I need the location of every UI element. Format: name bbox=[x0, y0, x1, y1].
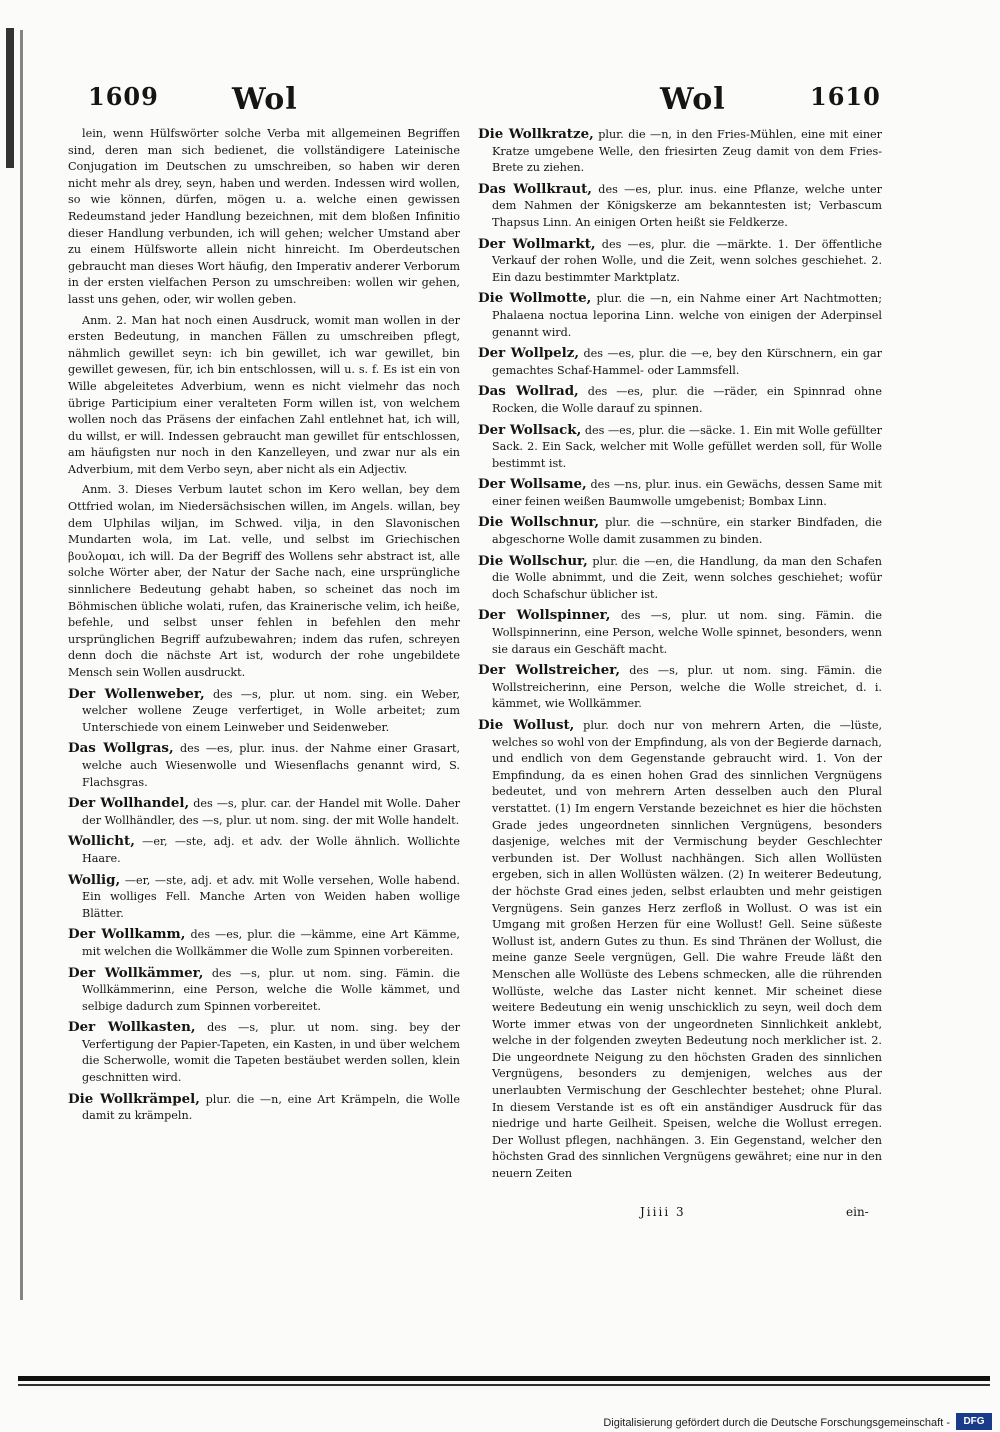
right-column bbox=[478, 126, 882, 1187]
entry-headword: Der Wollenweber, bbox=[68, 685, 205, 702]
bottom-rule bbox=[18, 1376, 990, 1381]
catchword: ein- bbox=[846, 1205, 869, 1219]
entry-headword: Die Wollkratze, bbox=[478, 126, 594, 142]
entry-headword: Der Wollpelz, bbox=[478, 345, 580, 362]
entry-text: lein, wenn Hülfswörter solche Verba mit allgemeinen Begriffen sind, deren man sich bedienet, die vollständigere Lateinische Conjugation im Deutschen zu umschreiben, so haben wir deren nicht mehr als drey, seyn, haben und werden. Indessen wird wollen, so wie können, dürfen, mögen u. a. welche einen gewissen Redeumstand jeder Handlung bezeichnen, mit dem bloßen Infinitio dieser Handlung verbunden, ich will gehen; welcher Umstand aber zu einem Hülfsworte allein nicht hinreicht. Im Oberdeutschen gebraucht man dieses Wort häufig, den Imperativ anderer Verborum in der ersten vielfachen Person zu umschreiben: wollen wir gehen, lasst uns gehen, oder, wir wollen geben. bbox=[68, 127, 460, 306]
entry-text: des —s, plur. ut nom. sing. bey der Verfertigung der Papier-Tapeten, ein Kasten, in und über welchem die Scherwolle, womit die Tapeten bestäubet werden sollen, klein geschnitten wird. bbox=[82, 1021, 460, 1085]
left-column bbox=[68, 126, 460, 1129]
dictionary-entry bbox=[478, 383, 882, 417]
dictionary-entry bbox=[478, 717, 882, 1183]
left-running-head: Wol bbox=[232, 82, 298, 117]
entry-headword: Der Wollkasten, bbox=[68, 1019, 196, 1036]
entry-text: des —s, plur. ut nom. sing. Fämin. die Wollkämmerinn, eine Person, welche die Wolle kämmet, und selbige dadurch zum Spinnen vorbereitet. bbox=[82, 966, 460, 1013]
dictionary-entry bbox=[478, 514, 882, 548]
dictionary-entry bbox=[68, 1019, 460, 1086]
entry-text: plur. die —n, eine Art Krämpeln, die Wolle damit zu krämpeln. bbox=[82, 1092, 460, 1123]
entry-headword: Wollicht, bbox=[68, 833, 135, 850]
dictionary-entry bbox=[68, 872, 460, 923]
entry-text: des —s, plur. ut nom. sing. Fämin. die Wollspinnerinn, eine Person, welche Wolle spinnet, besonders, wenn sie daraus ein Geschäft macht. bbox=[492, 609, 883, 656]
dictionary-entry bbox=[478, 236, 882, 287]
text-paragraph bbox=[68, 126, 460, 309]
dictionary-entry bbox=[478, 422, 882, 473]
entry-text: des —es, plur. inus. eine Pflanze, welche unter dem Nahmen der Königskerze am bekanntesten ist; Verbascum Thapsus Linn. An einigen Orten heißt sie Feldkerze. bbox=[492, 182, 882, 229]
entry-headword: Der Wollspinner, bbox=[478, 607, 611, 624]
dictionary-entry bbox=[478, 662, 882, 713]
left-page-number: 1609 bbox=[88, 82, 159, 111]
text-paragraph bbox=[68, 313, 460, 479]
right-page-number: 1610 bbox=[810, 82, 881, 111]
entry-text: plur. die —n, in den Fries-Mühlen, eine mit einer Kratze umgebene Welle, den friesirten Zeug damit von dem Fries-Brete zu ziehen. bbox=[492, 128, 882, 175]
entry-text: des —s, plur. ut nom. sing. Fämin. die Wollstreicherinn, eine Person, welche die Wolle streichet, d. i. kämmet, wie Wollkämmer. bbox=[492, 664, 882, 711]
entry-text: plur. die —schnüre, ein starker Bindfaden, die abgeschorne Wolle damit zusammen zu binden. bbox=[492, 516, 882, 547]
entry-headword: Der Wollsame, bbox=[478, 476, 587, 493]
scan-edge-mark bbox=[6, 28, 14, 168]
entry-headword: Die Wollkrämpel, bbox=[68, 1090, 200, 1107]
entry-text: des —es, plur. die —e, bey den Kürschnern, ein gar gemachtes Schaf-Hammel- oder Lammsfell. bbox=[492, 347, 882, 377]
entry-text: Anm. 3. Dieses Verbum lautet schon im Kero wellan, bey dem Ottfried wolan, im Niedersächsischen willen, im Angels. willan, bey dem Ulphilas wiljan, im Schwed. vilja, in den Slavonischen Mundarten wola, im Lat. velle, und selbst im Griechischen βουλομαι, ich will. Da der Begriff des Wollens sehr abstract ist, alle solche Wörter aber, der Natur der Sache nach, eine ursprüngliche sinnlichere Bedeutung gehabt haben, so scheinet das noch im Böhmischen übliche wolati, rufen, das Krainerische velim, ich heiße, befehle, und selbst unser fehlen in befehlen den mehr ursprünglichen Begriff aufzubewahren; indem das rufen, schreyen denn doch die nächste Art ist, wodurch der rohe ungebildete Mensch sein Wollen ausdruckt. bbox=[68, 483, 460, 679]
entry-headword: Die Wollmotte, bbox=[478, 290, 592, 307]
entry-text: des —s, plur. ut nom. sing. ein Weber, welcher wollene Zeuge verfertiget, in Wolle arbeitet; zum Unterschiede von einem Leinweber und Seidenweber. bbox=[82, 687, 461, 734]
entry-headword: Der Wollkamm, bbox=[68, 926, 186, 943]
entry-headword: Das Wollgras, bbox=[68, 740, 174, 757]
bottom-rule-thin bbox=[18, 1384, 990, 1386]
dictionary-entry bbox=[478, 345, 882, 379]
dictionary-entry bbox=[68, 926, 460, 960]
entry-headword: Der Wollmarkt, bbox=[478, 235, 596, 252]
dictionary-entry bbox=[68, 795, 460, 829]
entry-headword: Der Wollhandel, bbox=[68, 795, 190, 812]
dictionary-entry bbox=[478, 607, 882, 658]
dictionary-entry bbox=[68, 740, 460, 791]
dfg-logo: DFG bbox=[956, 1413, 992, 1430]
entry-text: des —s, plur. car. der Handel mit Wolle. Daher der Wollhändler, des —s, plur. ut nom. sing. der mit Wolle handelt. bbox=[82, 797, 460, 827]
entry-headword: Die Wollust, bbox=[478, 717, 575, 733]
dictionary-entry bbox=[68, 1091, 460, 1125]
dictionary-entry bbox=[478, 290, 882, 341]
entry-headword: Der Wollkämmer, bbox=[68, 964, 204, 981]
entry-text: des —es, plur. inus. der Nahme einer Grasart, welche auch Wiesenwolle und Wiesenflachs genannt wird, S. Flachsgras. bbox=[82, 742, 461, 789]
signature-mark: Jiiii 3 bbox=[640, 1205, 686, 1219]
dictionary-entry bbox=[68, 833, 460, 867]
entry-text: plur. die —n, ein Nahme einer Art Nachtmotten; Phalaena noctua leporina Linn. welche von einigen der Aderpinsel genannt wird. bbox=[492, 292, 882, 339]
entry-headword: Der Wollsack, bbox=[478, 421, 582, 438]
entry-text: des —es, plur. die —kämme, eine Art Kämme, mit welchen die Wollkämmer die Wolle zum Spinnen vorbereiten. bbox=[82, 928, 460, 958]
entry-headword: Die Wollschur, bbox=[478, 552, 588, 569]
dictionary-entry bbox=[478, 126, 882, 177]
entry-text: des —es, plur. die —säcke. 1. Ein mit Wolle gefüllter Sack. 2. Ein Sack, welcher mit Wolle gefüllet werden soll, für Wolle bestimmt ist. bbox=[492, 423, 882, 470]
right-running-head: Wol bbox=[660, 82, 726, 117]
entry-text: des —es, plur. die —räder, ein Spinnrad ohne Rocken, die Wolle darauf zu spinnen. bbox=[492, 385, 883, 415]
dictionary-entry bbox=[478, 181, 882, 232]
entry-text: Anm. 2. Man hat noch einen Ausdruck, womit man wollen in der ersten Bedeutung, in manchen Fällen zu umschreiben pflegt, nähmlich gewillet seyn: ich bin gewillet, ich war gewillet, bin gewillet gewesen, für, ich bin entschlossen, will u. s. f. Es ist ein von Wille abgeleitetes Adverbium, wenn es nicht vielmehr das noch übrige Participium einer veralteten Form willen ist, von welchem wollen noch das Präsens der einfachen Zahl entlehnet hat, ich will, du willst, er will. Indessen gebraucht man gewillet für entschlossen, am häufigsten nur noch in den Kanzelleyen, und zwar nur als ein Adverbium, mit dem Verbo seyn, aber nicht als ein Adjectiv. bbox=[68, 313, 460, 476]
dictionary-entry bbox=[68, 965, 460, 1016]
entry-headword: Das Wollrad, bbox=[478, 383, 579, 400]
entry-text: —er, —ste, adj. et adv. der Wolle ähnlich. Wollichte Haare. bbox=[82, 835, 460, 865]
entry-text: plur. doch nur von mehrern Arten, die —lüste, welches so wohl von der Empfindung, als von der Begierde darnach, und endlich von dem Gegenstande gebraucht wird. 1. Von der Empfindung, da es einen hohen Grad des sinnlichen Vergnügens bedeutet, und von mehrern Arten desselben auch den Plural verstattet. (1) Im engern Verstande bezeichnet es hier die höchsten Grade jedes ungeordneten sinnlichen Vergnügens, besonders dasjenige, welches mit der Vermischung beyder Geschlechter verbunden ist. Der Wollust nachhängen. Sich allen Wollüsten ergeben, sich in allen Wollüsten wälzen. (2) In weiterer Bedeutung, der höchste Grad eines jeden, selbst erlaubten und mehr geistigen Vergnügens. Sein ganzes Herz zerfloß in Wollust. O was ist ein Umgang mit großen Herzen für eine Wollust! Gell. Seine süßeste Wollust ist, andern Gutes zu thun. Es sind Thränen der Wollust, die meine ganze Seele vergnügen, Gell. Die wahre Freude läßt den Menschen alle Wollüste des Lebens schmecken, alle die rührenden Wollüste, welche das Laster nicht kennet. Mir scheinet diese weitere Bedeutung ein wenig unschicklich zu seyn, weil doch dem Worte immer etwas von der ungeordneten Sinnlichkeit anklebt, welche in der folgenden zweyten Bedeutung noch merklicher ist. 2. Die ungeordnete Neigung zu den höchsten Graden des sinnlichen Vergnügens, besonders zu demjenigen, welches aus der unerlaubten Vermischung der Geschlechter bestehet; ohne Plural. In diesem Verstande ist es oft ein anständiger Ausdruck für das niedrige und harte Geilheit. Speisen, welche die Wollust erregen. Der Wollust pflegen, nachhängen. 3. Ein Gegenstand, welcher den höchsten Grad des sinnlichen Vergnügens gewähret; eine nur in den neuern Zeiten bbox=[492, 719, 882, 1181]
scan-gutter-line bbox=[20, 30, 23, 1300]
entry-headword: Wollig, bbox=[68, 871, 121, 888]
entry-text: plur. die —en, die Handlung, da man den Schafen die Wolle abnimmt, und die Zeit, wenn solches geschiehet; wofür doch Schafschur üblicher ist. bbox=[492, 554, 883, 601]
entry-headword: Der Wollstreicher, bbox=[478, 662, 621, 679]
entry-headword: Das Wollkraut, bbox=[478, 180, 592, 197]
text-paragraph bbox=[68, 482, 460, 681]
dictionary-entry bbox=[478, 476, 882, 510]
dictionary-entry bbox=[68, 686, 460, 737]
entry-text: des —es, plur. die —märkte. 1. Der öffentliche Verkauf der rohen Wolle, und die Zeit, wenn solches geschiehet. 2. Ein dazu bestimmter Marktplatz. bbox=[492, 237, 882, 284]
entry-text: —er, —ste, adj. et adv. mit Wolle versehen, Wolle habend. Ein wolliges Fell. Manche Arten von Weiden haben wollige Blätter. bbox=[82, 873, 460, 920]
dictionary-entry bbox=[478, 553, 882, 604]
entry-headword: Die Wollschnur, bbox=[478, 514, 600, 531]
entry-text: des —ns, plur. inus. ein Gewächs, dessen Same mit einer feinen weißen Baumwolle umgebenist; Bombax Linn. bbox=[492, 478, 882, 508]
digitization-credit: Digitalisierung gefördert durch die Deutsche Forschungsgemeinschaft - bbox=[603, 1417, 950, 1429]
